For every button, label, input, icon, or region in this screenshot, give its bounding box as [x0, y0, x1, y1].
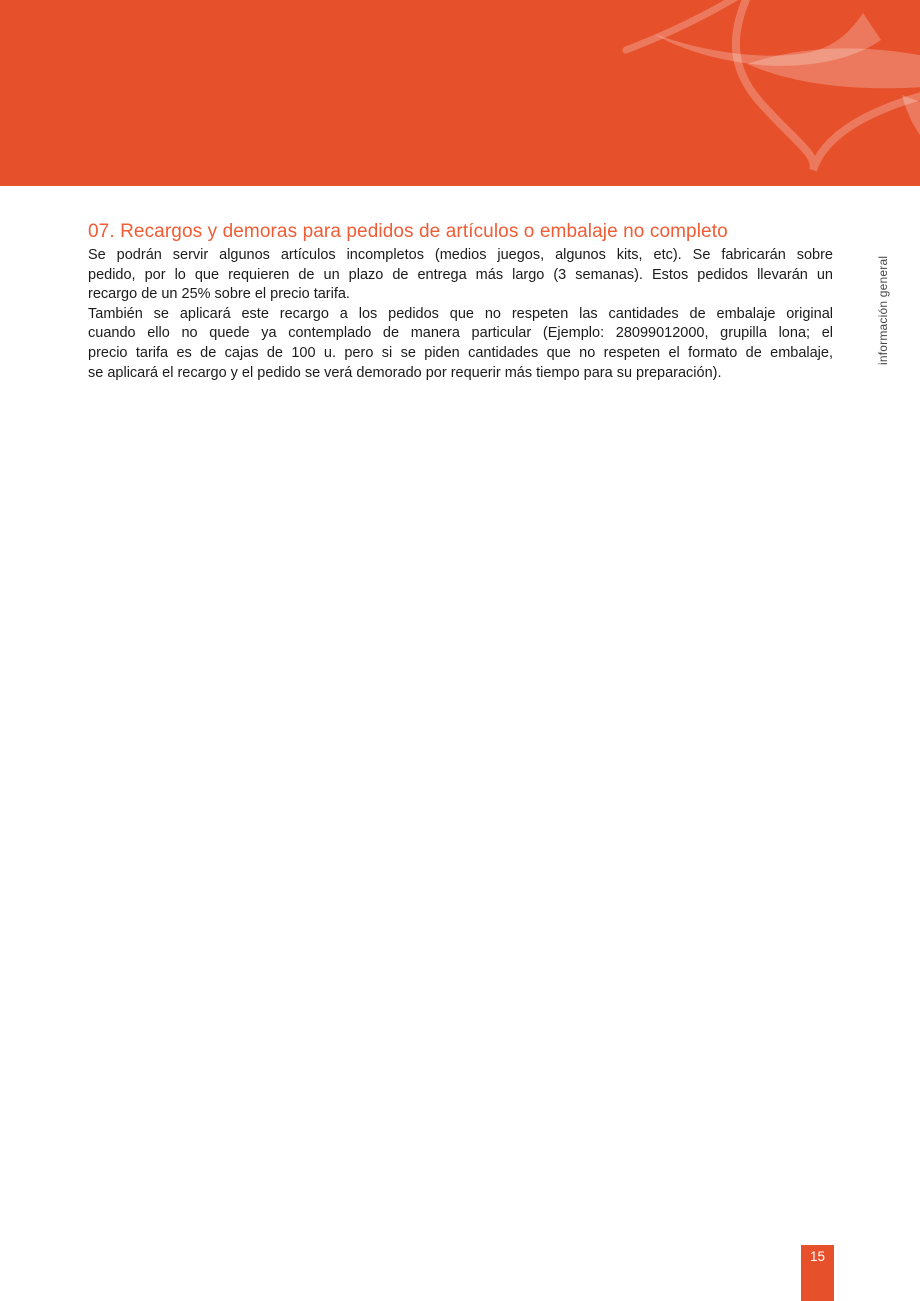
paragraph-line: cuando ello no quede ya contemplado de manera particular (Ejemplo: 28099012000, grupilla lona; el [88, 325, 833, 342]
page-number: 15 [809, 1249, 826, 1264]
main-content [88, 221, 833, 383]
page-number-tab [801, 1245, 834, 1301]
paragraph-line: se aplicará el recargo y el pedido se verá demorado por requerir más tiempo para su preparación). [88, 364, 722, 381]
section-heading: 07. Recargos y demoras para pedidos de artículos o embalaje no completo [88, 221, 728, 242]
side-section-label: información general [876, 255, 890, 365]
body-paragraph-1 [88, 246, 833, 305]
body-paragraph-2 [88, 305, 833, 383]
paragraph-line: Se podrán servir algunos artículos incompletos (medios juegos, algunos kits, etc). Se fabricarán sobre [88, 247, 833, 263]
paragraph-line: precio tarifa es de cajas de 100 u. pero si se piden cantidades que no respeten el formato de embalaje, [88, 344, 833, 361]
brand-swoosh-icon [0, 0, 920, 186]
paragraph-line: También se aplicará este recargo a los pedidos que no respeten las cantidades de embalaje original [88, 305, 833, 322]
header-band [0, 0, 920, 186]
paragraph-line: recargo de un 25% sobre el precio tarifa. [88, 286, 350, 303]
paragraph-line: pedido, por lo que requieren de un plazo de entrega más largo (3 semanas). Estos pedidos llevarán un [88, 266, 833, 283]
